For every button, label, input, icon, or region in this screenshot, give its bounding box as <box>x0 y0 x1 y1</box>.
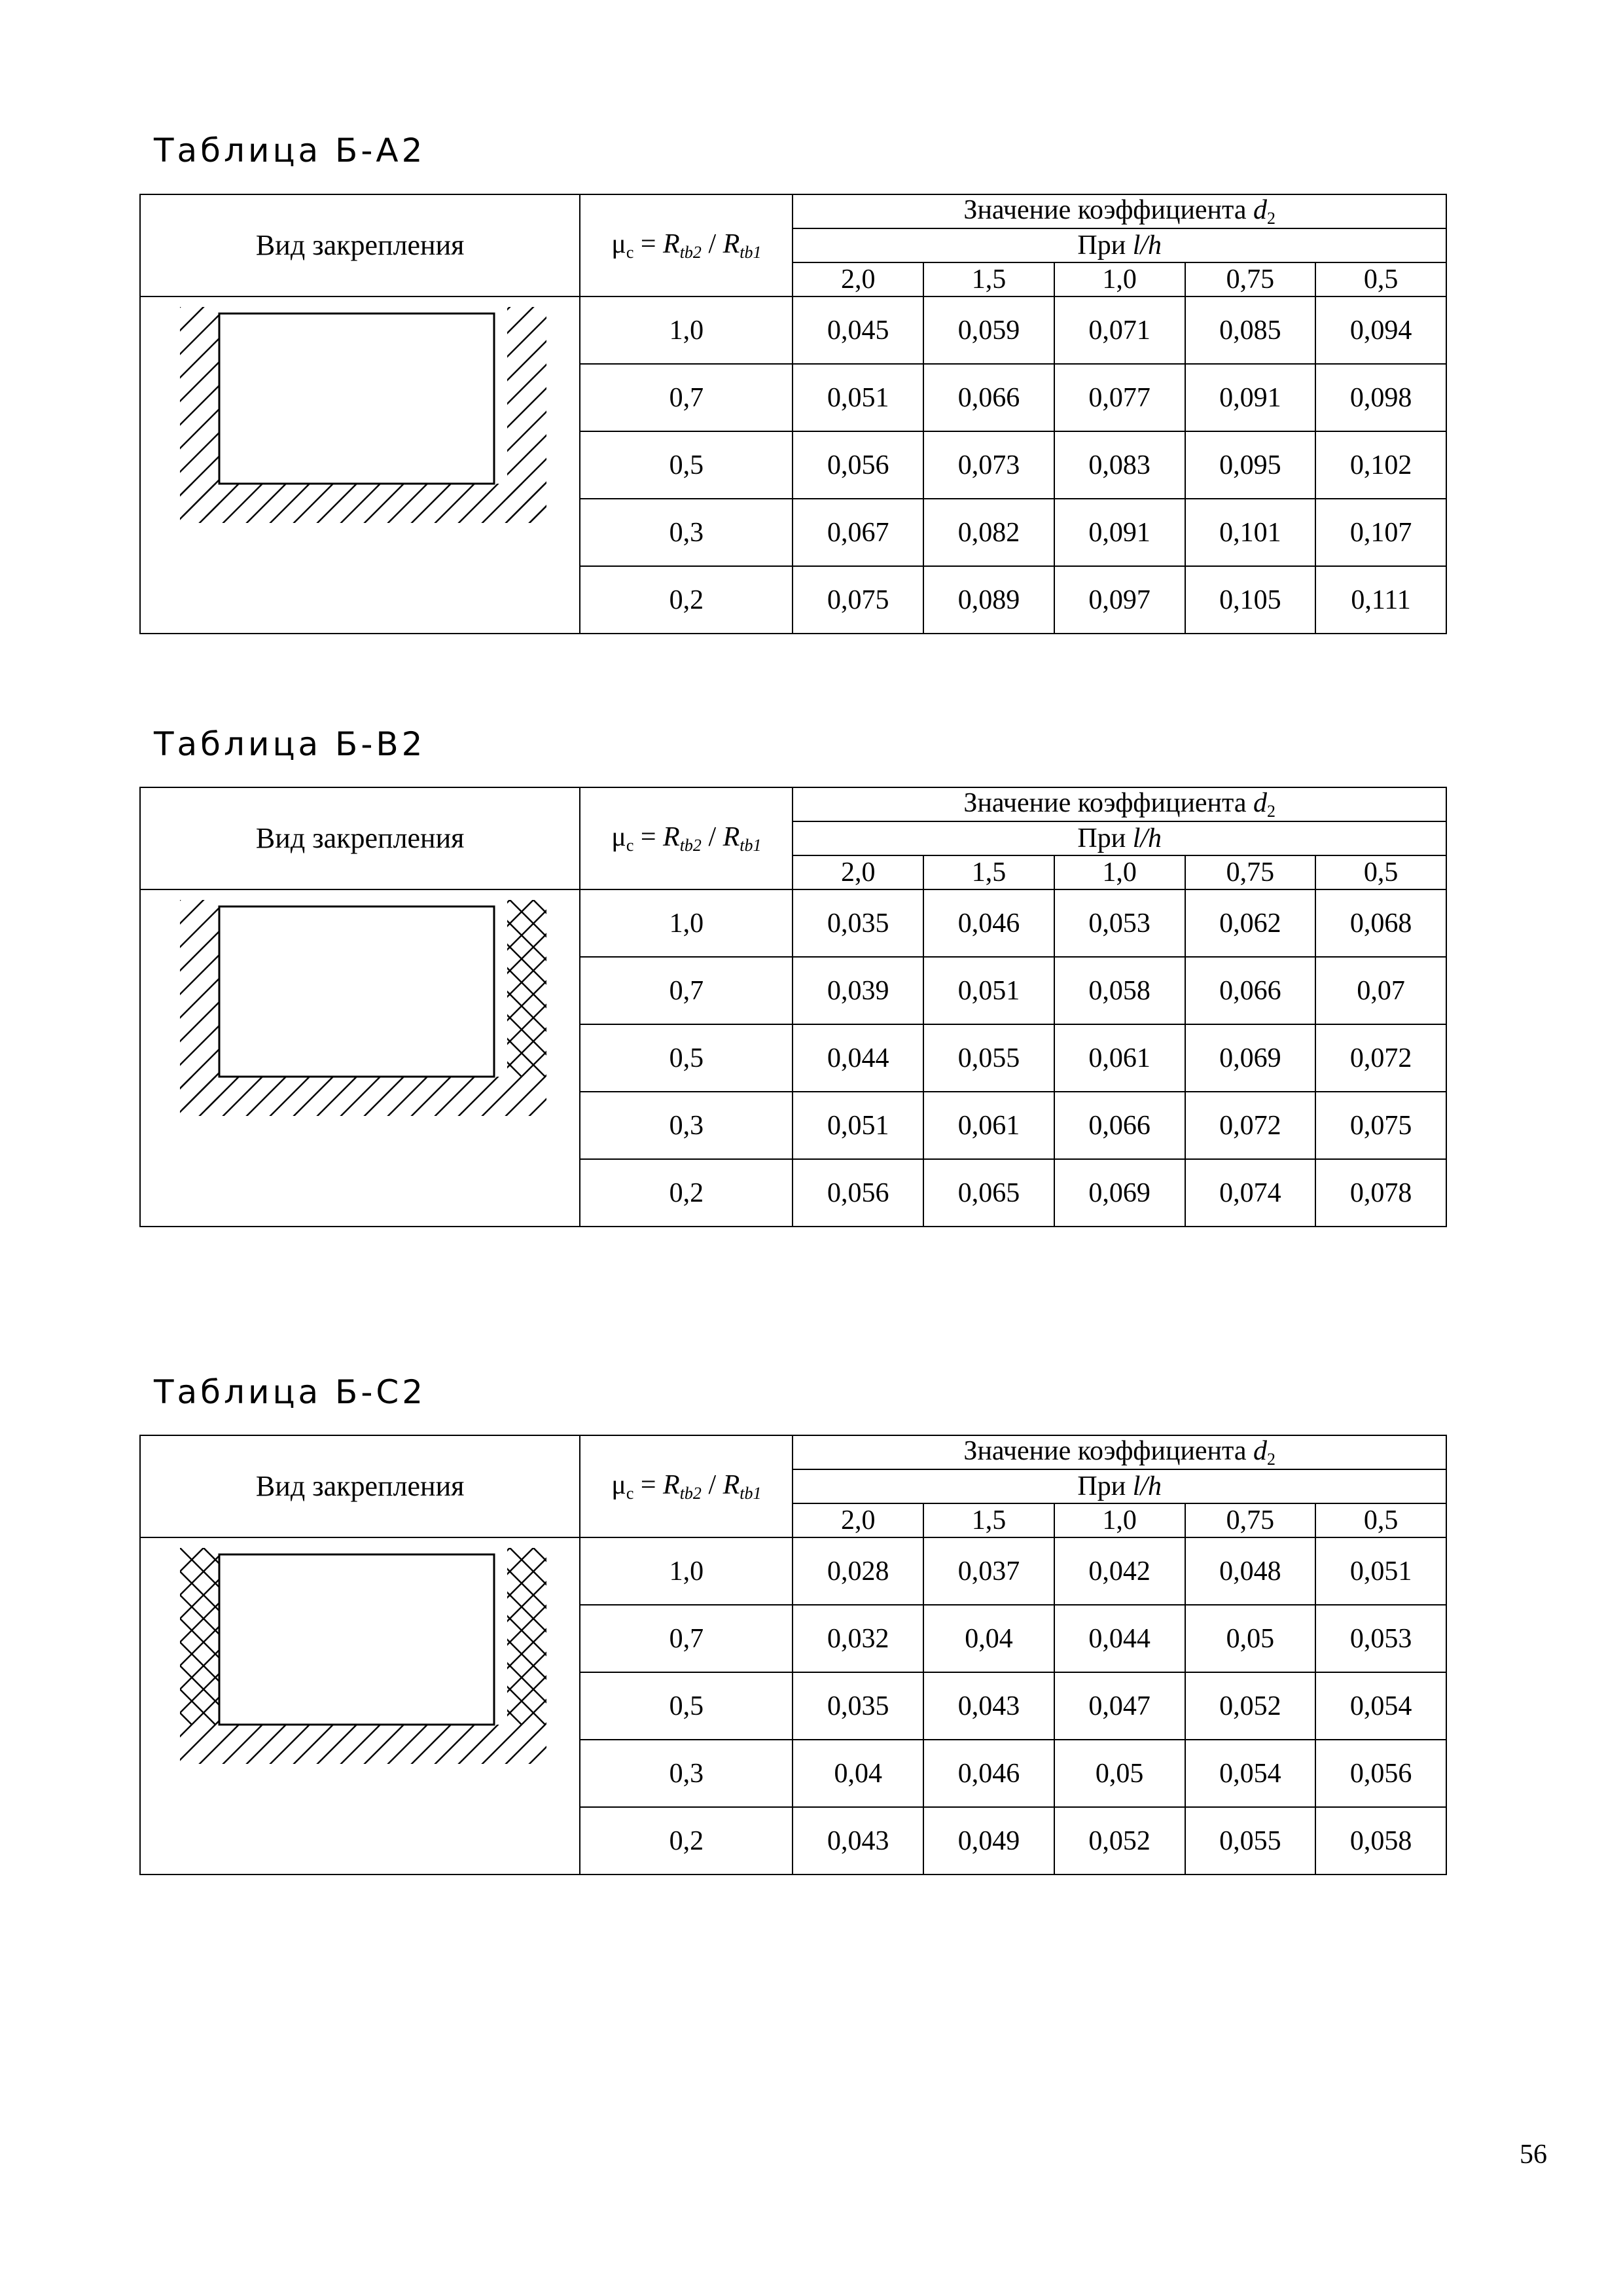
mu-cell: 0,3 <box>580 1092 793 1159</box>
ratio-cell: 1,0 <box>1054 855 1185 889</box>
mu-cell: 1,0 <box>580 296 793 364</box>
value-cell: 0,111 <box>1315 566 1446 634</box>
value-cell: 0,051 <box>1315 1537 1446 1605</box>
mu-header: $\mu_c = R_{tb2} / R_{tb1}$ <box>580 1435 793 1537</box>
ratio-cell: 2,0 <box>793 1503 923 1537</box>
ratio-cell: 1,0 <box>1054 1503 1185 1537</box>
value-cell: 0,085 <box>1185 296 1316 364</box>
fixing-diagram <box>140 1537 580 1874</box>
mu-cell: 0,2 <box>580 1159 793 1227</box>
value-cell: 0,037 <box>923 1537 1054 1605</box>
value-cell: 0,089 <box>923 566 1054 634</box>
mu-cell: 0,2 <box>580 566 793 634</box>
fixing-diagram <box>140 296 580 634</box>
value-cell: 0,098 <box>1315 364 1446 431</box>
ratio-cell: 0,75 <box>1185 855 1316 889</box>
value-cell: 0,04 <box>923 1605 1054 1672</box>
value-cell: 0,082 <box>923 499 1054 566</box>
ratio-cell: 1,0 <box>1054 262 1185 296</box>
value-cell: 0,072 <box>1315 1024 1446 1092</box>
value-cell: 0,039 <box>793 957 923 1024</box>
value-cell: 0,053 <box>1054 889 1185 957</box>
mu-cell: 0,2 <box>580 1807 793 1874</box>
value-cell: 0,075 <box>1315 1092 1446 1159</box>
value-cell: 0,051 <box>793 1092 923 1159</box>
table-title: Таблица Б-С2 <box>154 1373 427 1411</box>
value-cell: 0,072 <box>1185 1092 1316 1159</box>
coefficient-header: Значение коэффициента $d_2$ <box>793 194 1446 228</box>
ratio-cell: 2,0 <box>793 262 923 296</box>
value-cell: 0,056 <box>1315 1740 1446 1807</box>
value-cell: 0,054 <box>1185 1740 1316 1807</box>
value-cell: 0,068 <box>1315 889 1446 957</box>
value-cell: 0,073 <box>923 431 1054 499</box>
ratio-cell: 0,5 <box>1315 1503 1446 1537</box>
value-cell: 0,105 <box>1185 566 1316 634</box>
value-cell: 0,047 <box>1054 1672 1185 1740</box>
page-number: 56 <box>1520 2140 1547 2170</box>
value-cell: 0,101 <box>1185 499 1316 566</box>
value-cell: 0,044 <box>1054 1605 1185 1672</box>
value-cell: 0,056 <box>793 1159 923 1227</box>
value-cell: 0,058 <box>1054 957 1185 1024</box>
kind-header: Вид закрепления <box>140 1435 580 1537</box>
value-cell: 0,028 <box>793 1537 923 1605</box>
value-cell: 0,04 <box>793 1740 923 1807</box>
value-cell: 0,067 <box>793 499 923 566</box>
mu-header: $\mu_c = R_{tb2} / R_{tb1}$ <box>580 194 793 296</box>
value-cell: 0,05 <box>1185 1605 1316 1672</box>
ratio-cell: 1,5 <box>923 855 1054 889</box>
table-row <box>140 296 1446 364</box>
value-cell: 0,053 <box>1315 1605 1446 1672</box>
value-cell: 0,095 <box>1185 431 1316 499</box>
value-cell: 0,069 <box>1185 1024 1316 1092</box>
table-row <box>140 1537 1446 1605</box>
table-title: Таблица Б-А2 <box>154 132 426 170</box>
value-cell: 0,077 <box>1054 364 1185 431</box>
value-cell: 0,07 <box>1315 957 1446 1024</box>
fixing-diagram-crosshatch-icon <box>180 900 546 1136</box>
table-row <box>140 889 1446 957</box>
coefficient-header: Значение коэффициента $d_2$ <box>793 787 1446 821</box>
mu-cell: 1,0 <box>580 889 793 957</box>
mu-cell: 0,5 <box>580 1024 793 1092</box>
value-cell: 0,102 <box>1315 431 1446 499</box>
value-cell: 0,059 <box>923 296 1054 364</box>
value-cell: 0,055 <box>1185 1807 1316 1874</box>
ratio-header: При l/h <box>793 821 1446 855</box>
value-cell: 0,049 <box>923 1807 1054 1874</box>
value-cell: 0,032 <box>793 1605 923 1672</box>
value-cell: 0,094 <box>1315 296 1446 364</box>
value-cell: 0,042 <box>1054 1537 1185 1605</box>
value-cell: 0,074 <box>1185 1159 1316 1227</box>
value-cell: 0,066 <box>1054 1092 1185 1159</box>
value-cell: 0,043 <box>923 1672 1054 1740</box>
value-cell: 0,062 <box>1185 889 1316 957</box>
fixing-diagram-hatch-icon <box>180 307 546 543</box>
kind-header: Вид закрепления <box>140 787 580 889</box>
value-cell: 0,069 <box>1054 1159 1185 1227</box>
value-cell: 0,052 <box>1185 1672 1316 1740</box>
mu-cell: 0,7 <box>580 364 793 431</box>
value-cell: 0,061 <box>1054 1024 1185 1092</box>
value-cell: 0,058 <box>1315 1807 1446 1874</box>
value-cell: 0,078 <box>1315 1159 1446 1227</box>
ratio-cell: 1,5 <box>923 262 1054 296</box>
mu-cell: 0,5 <box>580 431 793 499</box>
value-cell: 0,046 <box>923 1740 1054 1807</box>
value-cell: 0,107 <box>1315 499 1446 566</box>
value-cell: 0,054 <box>1315 1672 1446 1740</box>
mu-header: $\mu_c = R_{tb2} / R_{tb1}$ <box>580 787 793 889</box>
value-cell: 0,066 <box>1185 957 1316 1024</box>
mu-cell: 0,7 <box>580 957 793 1024</box>
fixing-diagram <box>140 889 580 1227</box>
ratio-cell: 0,75 <box>1185 1503 1316 1537</box>
ratio-cell: 0,5 <box>1315 262 1446 296</box>
value-cell: 0,048 <box>1185 1537 1316 1605</box>
ratio-cell: 0,5 <box>1315 855 1446 889</box>
value-cell: 0,035 <box>793 1672 923 1740</box>
value-cell: 0,056 <box>793 431 923 499</box>
value-cell: 0,061 <box>923 1092 1054 1159</box>
mu-cell: 0,7 <box>580 1605 793 1672</box>
mu-cell: 0,3 <box>580 499 793 566</box>
value-cell: 0,066 <box>923 364 1054 431</box>
ratio-cell: 1,5 <box>923 1503 1054 1537</box>
mu-cell: 0,5 <box>580 1672 793 1740</box>
ratio-header: При l/h <box>793 1469 1446 1503</box>
value-cell: 0,052 <box>1054 1807 1185 1874</box>
coefficient-table <box>139 1435 1447 1875</box>
fixing-diagram-crosshatch-sides-icon <box>180 1548 546 1784</box>
value-cell: 0,097 <box>1054 566 1185 634</box>
value-cell: 0,071 <box>1054 296 1185 364</box>
value-cell: 0,051 <box>923 957 1054 1024</box>
value-cell: 0,091 <box>1054 499 1185 566</box>
value-cell: 0,044 <box>793 1024 923 1092</box>
ratio-header: При l/h <box>793 228 1446 262</box>
coefficient-header: Значение коэффициента $d_2$ <box>793 1435 1446 1469</box>
coefficient-table <box>139 787 1447 1227</box>
mu-cell: 0,3 <box>580 1740 793 1807</box>
coefficient-table <box>139 194 1447 634</box>
value-cell: 0,091 <box>1185 364 1316 431</box>
value-cell: 0,05 <box>1054 1740 1185 1807</box>
value-cell: 0,055 <box>923 1024 1054 1092</box>
ratio-cell: 2,0 <box>793 855 923 889</box>
kind-header: Вид закрепления <box>140 194 580 296</box>
value-cell: 0,046 <box>923 889 1054 957</box>
table-title: Таблица Б-В2 <box>154 725 426 763</box>
value-cell: 0,065 <box>923 1159 1054 1227</box>
ratio-cell: 0,75 <box>1185 262 1316 296</box>
value-cell: 0,035 <box>793 889 923 957</box>
value-cell: 0,075 <box>793 566 923 634</box>
mu-cell: 1,0 <box>580 1537 793 1605</box>
value-cell: 0,083 <box>1054 431 1185 499</box>
value-cell: 0,043 <box>793 1807 923 1874</box>
value-cell: 0,045 <box>793 296 923 364</box>
value-cell: 0,051 <box>793 364 923 431</box>
